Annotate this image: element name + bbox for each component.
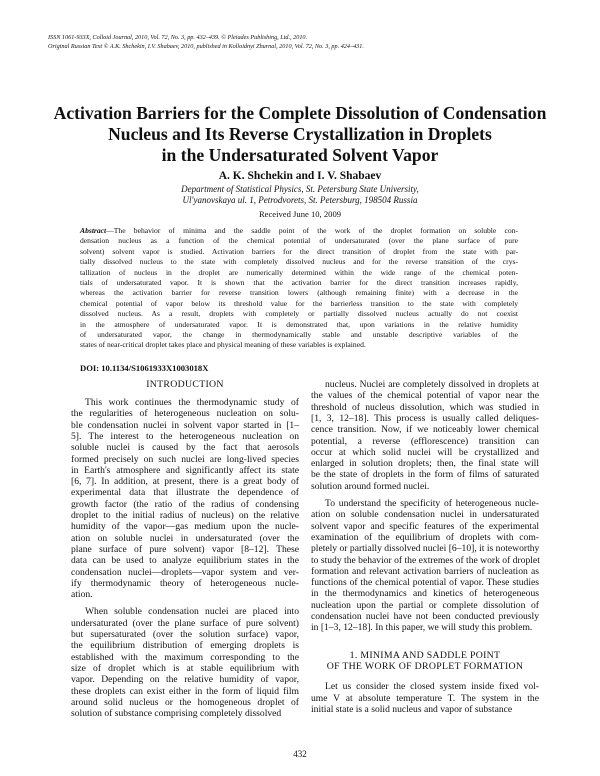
intro-paragraph-line: 5]. The interest to the heterogeneous nucleation on <box>71 430 299 442</box>
intro-paragraph-line: undersaturated (over the plane surface of pure solvent) <box>71 617 299 629</box>
title-line: Nucleus and Its Reverse Crystallization in Droplets <box>108 124 492 144</box>
intro-paragraph-line: formed precisely on such nuclei are long-lived species <box>71 453 299 465</box>
affiliation-line: Department of Statistical Physics, St. Petersburg State University, <box>181 184 419 194</box>
body-paragraph-line: nucleation upon the partial or complete dissolution of <box>311 599 539 611</box>
body-paragraph-line: examination of the equilibrium of droplets with com- <box>311 531 539 543</box>
abstract-line: tially dissolved nucleus to the state with completely dissolved nucleus and for the reverse transition of the crys- <box>80 257 518 267</box>
intro-paragraph-line: condensation nuclei—droplets—vapor system and ver- <box>71 566 299 578</box>
intro-paragraph-line: size of droplet which is at stable equilibrium with <box>71 662 299 674</box>
intro-paragraph-line: humidity of the vapor—gas medium upon the nucle- <box>71 521 299 533</box>
intro-paragraph-line: soluble nuclei is caused by the fact that aerosols <box>71 442 299 454</box>
intro-paragraph-line: in Earth's atmosphere and significantly affect its state <box>71 464 299 476</box>
intro-paragraph-line: the regularities of heterogeneous nucleation on solu- <box>71 408 299 420</box>
body-paragraph-line: ume V at absolute temperature T. The system in the <box>311 692 539 704</box>
body-paragraph-line: to study the behavior of the extremes of the work of droplet <box>311 554 540 566</box>
authors: A. K. Shchekin and I. V. Shabaev <box>218 170 382 182</box>
journal-header-line-1: ISSN 1061-933X, Colloid Journal, 2010, Vol. 72, No. 3, pp. 432–439. © Pleiades Publishing, Ltd., 2010. <box>48 34 308 41</box>
intro-paragraph-line: ify thermodynamic theory of heterogeneous nucle- <box>71 577 299 589</box>
intro-paragraph-line: [6, 7]. In addition, at present, there is a great body of <box>71 476 299 488</box>
abstract-label: Abstract <box>80 226 107 235</box>
abstract-line: chemical potential of vapor below its threshold value for the barrierless transition to the state with completely <box>80 298 518 308</box>
body-paragraph-line: pletely or partially dissolved nuclei [6–10], it is noteworthy <box>311 543 540 555</box>
abstract-line: whereas the activation barrier for reverse transition lowers (although remaining finite) with a decrease in the <box>80 288 518 298</box>
body-paragraph-line: formation and relevant activation barriers of nucleation as <box>311 565 539 577</box>
journal-header <box>48 33 364 51</box>
affiliation-line: Ul'yanovskaya ul. 1, Petrodvorets, St. Petersburg, 198504 Russia <box>182 195 418 205</box>
affiliation <box>0 184 600 206</box>
body-paragraph-line: the values of the chemical potential of vapor near the <box>311 390 539 402</box>
body-paragraph-line: functions of the chemical potential of vapor. These studies <box>311 577 539 589</box>
body-paragraph-line: in [1–3, 12–18]. In this paper, we will study this problem. <box>311 622 533 634</box>
title-line: in the Undersaturated Solvent Vapor <box>161 145 439 165</box>
intro-paragraph-line: This work continues the thermodynamic study of <box>85 397 299 408</box>
body-paragraph-line: To understand the specificity of heterogeneous nucle- <box>325 498 539 509</box>
body-paragraph-line: be the state of droplets in the form of films of saturated <box>311 469 539 481</box>
intro-paragraph-line: around solid nucleus or the homogeneous droplet of <box>71 696 299 708</box>
intro-paragraph-line: growth factor (the ratio of the radius of condensing <box>71 498 299 510</box>
doi: DOI: 10.1134/S1061933X1003018X <box>80 363 209 373</box>
abstract-line <box>80 226 518 236</box>
section-heading-line: 1. MINIMA AND SADDLE POINT <box>349 649 501 661</box>
body-paragraph-line: ation on soluble condensation nuclei in undersaturated <box>311 509 539 521</box>
body-paragraph-line: [1, 3, 12–18]. This process is usually called deliques- <box>311 412 539 424</box>
abstract-line: solvent) solvent vapor is studied. Activation barriers for the direct transition of droplet from the state with par- <box>80 246 518 256</box>
title-line: Activation Barriers for the Complete Dissolution of Condensation <box>53 103 547 123</box>
body-paragraph-line: condensation nuclei have not been conducted previously <box>311 611 539 622</box>
body-paragraph-line: in the thermodynamics and kinetics of heterogeneous <box>311 588 539 600</box>
body-paragraph-line: threshold of nucleus dissolution, which was studied in <box>311 401 539 413</box>
abstract-line: tallization of nucleus in the droplet are numerically determined within the wide range of the chemical poten- <box>80 267 518 277</box>
abstract-line: in the atmosphere of undersaturated vapor. It is demonstrated that, upon variations in the relative humidity <box>80 319 518 329</box>
body-paragraph-line: enlarged in solution droplets; then, the final state will <box>311 458 539 470</box>
intro-paragraph-line: data can be used to analyze equilibrium states in the <box>71 555 299 567</box>
intro-paragraph-line: the equilibrium distribution of emerging droplets is <box>71 640 299 652</box>
intro-paragraph-line: solution of substance comprising completely dissolved <box>71 708 282 720</box>
intro-paragraph-line: ation on soluble nuclei in undersaturated (over the <box>71 532 299 544</box>
page-number: 432 <box>293 749 307 759</box>
body-paragraph-line: Let us consider the closed system inside fixed vol- <box>325 681 539 693</box>
intro-paragraph-line: but supersaturated (over the solution surface) vapor, <box>71 629 299 640</box>
intro-paragraph-line: ble condensation nuclei in solvent vapor started in [1– <box>71 419 299 431</box>
body-paragraph-line: initial state is a solid nucleus and vapor of substance <box>311 703 513 715</box>
body-paragraph-line: cence transition. Now, if we noticeably lower chemical <box>311 424 539 436</box>
intro-paragraph-line: ation. <box>71 589 93 601</box>
journal-header-line-2: Original Russian Text © A.K. Shchekin, I.V. Shabaev, 2010, published in Kolloidnyi Zhurnal, 2010, Vol. 72, No. 3, pp. 424–431. <box>48 43 364 50</box>
paper-title <box>40 103 560 166</box>
intro-paragraph-line: droplet to the initial radius of nucleus) on the relative <box>71 510 299 521</box>
intro-paragraph-line: When soluble condensation nuclei are placed into <box>85 606 299 618</box>
abstract-line: states of near-critical droplet takes place and physical meaning of these variables is explained. <box>80 340 366 350</box>
body-paragraph-line: occur at which solid nuclei will be crystallized and <box>311 446 539 458</box>
intro-paragraph-line: plane surface of pure solvent) vapor [8–12]. These <box>71 543 299 555</box>
section-heading-introduction: INTRODUCTION <box>146 379 224 390</box>
body-paragraph-line: potential, a reverse (efflorescence) transition can <box>311 435 539 447</box>
abstract-line: of undersaturated vapor, the change in thermodynamically stable and unstable descriptive variables of the <box>80 330 518 340</box>
body-paragraph-line: nucleus. Nuclei are completely dissolved in droplets at <box>325 379 539 390</box>
received-date: Received June 10, 2009 <box>258 209 342 219</box>
intro-paragraph-line: these droplets can exist either in the form of liquid film <box>71 685 299 697</box>
intro-paragraph-line: established with the maximum corresponding to the <box>71 651 299 663</box>
section-heading-line: OF THE WORK OF DROPLET FORMATION <box>326 660 524 672</box>
body-paragraph-line: solution around formed nuclei. <box>311 480 430 492</box>
abstract-line: densation nucleus as a function of the chemical potential of undersaturated (over the plane surface of pure <box>80 236 518 246</box>
abstract-line: tials of undersaturated vapor. It is shown that the activation barrier for the direct transition increases rapidly, <box>80 278 518 288</box>
abstract-line: dissolved nucleus. As a result, droplets with completely or partially dissolved nucleus actually do not coexist <box>80 309 518 319</box>
body-paragraph-line: solvent vapor and specific features of the experimental <box>311 520 539 532</box>
abstract <box>80 226 518 351</box>
intro-paragraph-line: experimental data that illustrate the dependence of <box>71 487 299 499</box>
intro-paragraph-line: vapor. Depending on the relative humidity of vapor, <box>71 674 299 686</box>
abstract-first-line: —The behavior of minima and the saddle point of the work of the droplet formation on soluble con- <box>106 226 518 235</box>
